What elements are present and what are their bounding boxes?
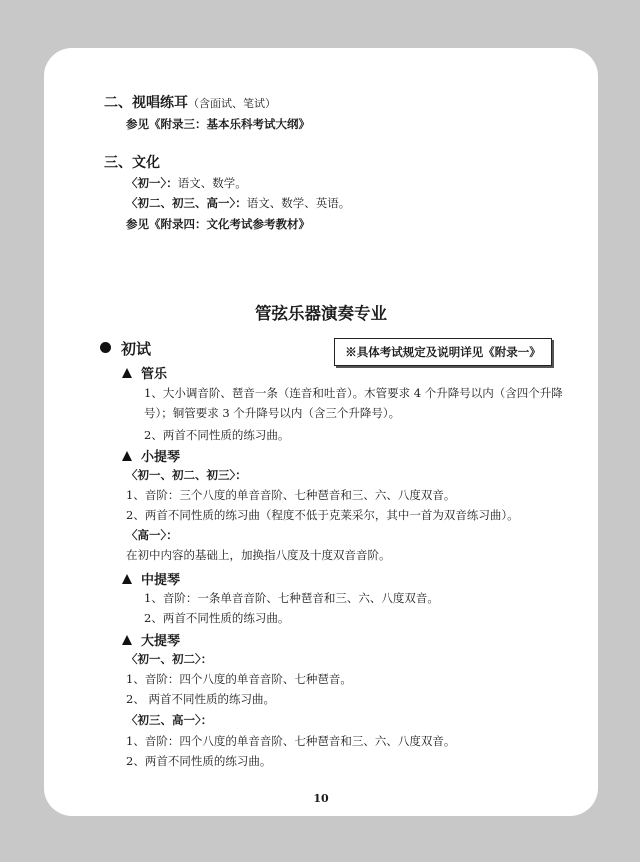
viola-title: 中提琴 — [141, 573, 181, 588]
viola-item-2: 2、两首不同性质的练习曲。 — [144, 611, 290, 625]
section-3-line-1 — [126, 176, 247, 190]
winds-heading — [122, 363, 167, 382]
section-3-heading: 三、文化 — [104, 155, 160, 171]
violin-item-1: 1、音阶：三个八度的单音音阶、七种琶音和三、六、八度双音。 — [126, 488, 456, 502]
subjects-text: 语文、数学。 — [177, 176, 247, 190]
cello-item-4: 2、两首不同性质的练习曲。 — [126, 754, 272, 768]
cello-title: 大提琴 — [141, 634, 181, 649]
grade-label: 〈初二、初三、高一〉： — [126, 196, 247, 210]
violin-item-2: 2、两首不同性质的练习曲（程度不低于克莱采尔，其中一首为双音练习曲）。 — [126, 508, 519, 522]
section-2-title: 二、视唱练耳 — [104, 95, 188, 111]
section-3-reference: 参见《附录四：文化考试参考教材》 — [126, 217, 310, 231]
section-2-heading — [104, 92, 276, 112]
section-3-line-2 — [126, 196, 350, 210]
bullet-circle-icon — [100, 342, 111, 353]
subjects-text: 语文、数学、英语。 — [246, 196, 351, 210]
violin-title: 小提琴 — [141, 450, 181, 465]
prelim-heading — [100, 338, 151, 359]
grade-label: 〈初一、初二〉： — [126, 652, 213, 666]
grade-label: 〈初一、初二、初三〉： — [126, 468, 247, 482]
triangle-bullet-icon — [122, 451, 132, 461]
winds-item-1b: 号）；铜管要求 3 个升降号以内（含三个升降号）。 — [144, 406, 401, 420]
page-number: 10 — [313, 792, 329, 805]
cello-group-2 — [126, 713, 212, 727]
major-title: 管弦乐器演奏专业 — [255, 304, 387, 323]
grade-label: 〈高一〉： — [126, 528, 178, 542]
violin-item-3: 在初中内容的基础上，加换指八度及十度双音音阶。 — [126, 548, 391, 562]
winds-item-2: 2、两首不同性质的练习曲。 — [144, 428, 290, 442]
cello-item-2: 2、 两首不同性质的练习曲。 — [126, 692, 275, 706]
grade-label: 〈初三、高一〉： — [126, 713, 213, 727]
viola-heading — [122, 569, 180, 588]
violin-group-2 — [126, 528, 178, 542]
winds-item-1a: 1、大小调音阶、琶音一条（连音和吐音）。木管要求 4 个升降号以内（含四个升降 — [144, 386, 563, 400]
document-page — [44, 48, 598, 816]
prelim-title: 初试 — [121, 340, 152, 358]
violin-group-1 — [126, 468, 247, 482]
cello-item-3: 1、音阶：四个八度的单音音阶、七种琶音和三、六、八度双音。 — [126, 734, 456, 748]
cello-heading — [122, 630, 180, 649]
violin-heading — [122, 446, 180, 465]
cello-item-1: 1、音阶：四个八度的单音音阶、七种琶音。 — [126, 672, 352, 686]
notice-box: ※具体考试规定及说明详见《附录一》 — [334, 338, 552, 366]
cello-group-1 — [126, 652, 212, 666]
viola-item-1: 1、音阶：一条单音音阶、七种琶音和三、六、八度双音。 — [144, 591, 439, 605]
section-2-reference: 参见《附录三：基本乐科考试大纲》 — [126, 117, 310, 131]
triangle-bullet-icon — [122, 574, 132, 584]
winds-title: 管乐 — [141, 367, 168, 382]
section-2-note: （含面试、笔试） — [188, 97, 276, 110]
grade-label: 〈初一〉： — [126, 176, 178, 190]
triangle-bullet-icon — [122, 368, 132, 378]
triangle-bullet-icon — [122, 635, 132, 645]
